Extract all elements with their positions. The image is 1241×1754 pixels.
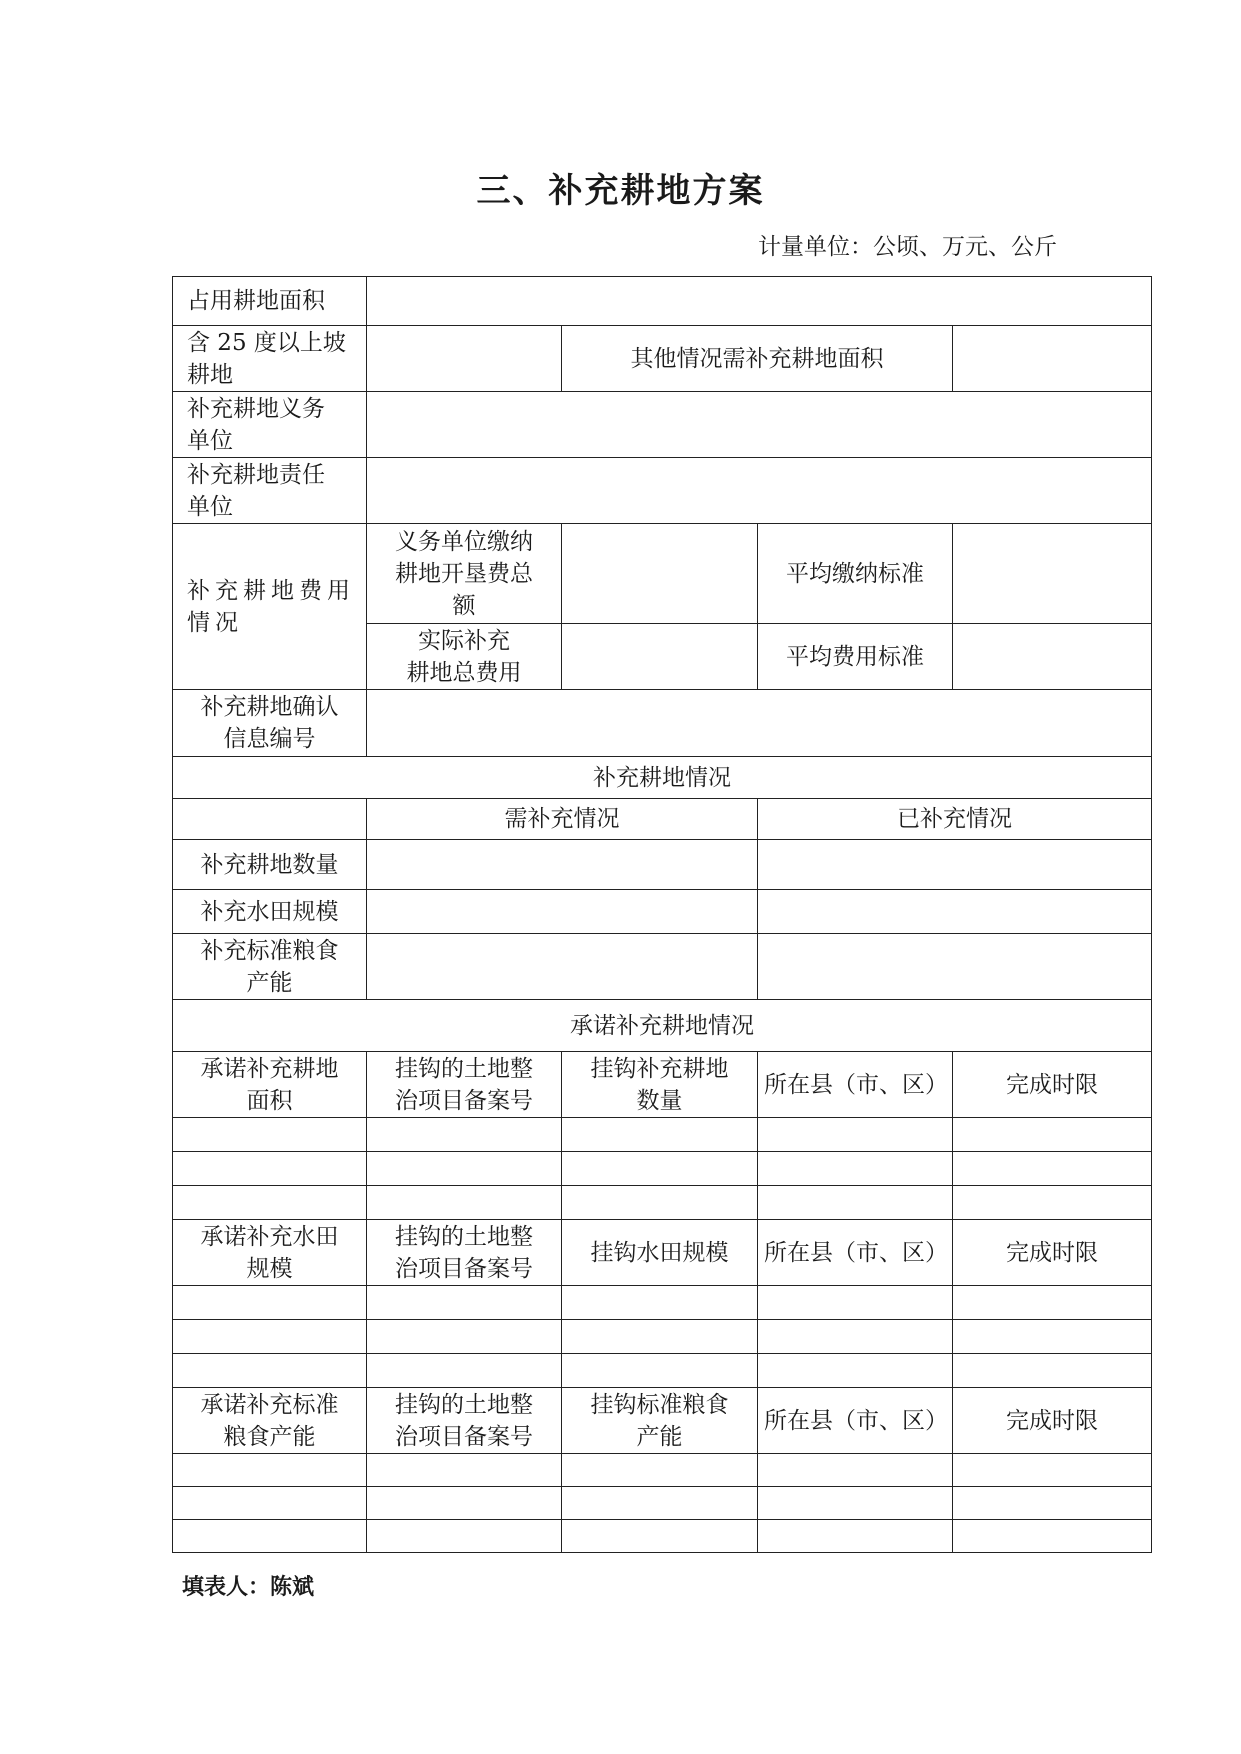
value-avg-cost-std[interactable] bbox=[953, 624, 1152, 690]
cell[interactable] bbox=[758, 1286, 953, 1320]
row-commitment-title bbox=[173, 1000, 1152, 1052]
cell[interactable] bbox=[953, 1520, 1152, 1553]
row-slope bbox=[173, 326, 1152, 392]
cell[interactable] bbox=[367, 1152, 562, 1186]
header-commit-area: 承诺补充耕地 面积 bbox=[173, 1052, 367, 1118]
cell[interactable] bbox=[562, 1320, 758, 1354]
cell[interactable] bbox=[173, 1354, 367, 1388]
table-row bbox=[173, 1286, 1152, 1320]
value-grain-done[interactable] bbox=[758, 934, 1152, 1000]
row-commitment-header-2 bbox=[173, 1220, 1152, 1286]
cell[interactable] bbox=[758, 1118, 953, 1152]
header-project-no: 挂钩的土地整 治项目备案号 bbox=[367, 1052, 562, 1118]
cell[interactable] bbox=[173, 1152, 367, 1186]
cell[interactable] bbox=[758, 1454, 953, 1487]
cell[interactable] bbox=[562, 1354, 758, 1388]
value-actual-total[interactable] bbox=[562, 624, 758, 690]
value-obligation-unit[interactable] bbox=[367, 392, 1152, 458]
cell[interactable] bbox=[367, 1286, 562, 1320]
farmland-plan-table bbox=[172, 276, 1152, 1553]
value-cost-paid-total[interactable] bbox=[562, 524, 758, 624]
table-row bbox=[173, 1118, 1152, 1152]
header-empty bbox=[173, 799, 367, 840]
cell[interactable] bbox=[367, 1487, 562, 1520]
cell[interactable] bbox=[367, 1186, 562, 1220]
cell[interactable] bbox=[562, 1186, 758, 1220]
header-commit-paddy: 承诺补充水田 规模 bbox=[173, 1220, 367, 1286]
header-county: 所在县（市、区） bbox=[758, 1388, 953, 1454]
cell[interactable] bbox=[562, 1487, 758, 1520]
row-supplement-paddy bbox=[173, 890, 1152, 934]
cell[interactable] bbox=[953, 1152, 1152, 1186]
row-obligation-unit bbox=[173, 392, 1152, 458]
value-responsible-unit[interactable] bbox=[367, 458, 1152, 524]
cell[interactable] bbox=[173, 1320, 367, 1354]
unit-note: 计量单位：公顷、万元、公斤 bbox=[758, 234, 1057, 260]
row-supplement-grain bbox=[173, 934, 1152, 1000]
cell[interactable] bbox=[367, 1454, 562, 1487]
cell[interactable] bbox=[173, 1186, 367, 1220]
cell[interactable] bbox=[562, 1454, 758, 1487]
label-obligation-unit: 补充耕地义务 单位 bbox=[173, 392, 367, 458]
row-commitment-header-1 bbox=[173, 1052, 1152, 1118]
cell[interactable] bbox=[953, 1320, 1152, 1354]
label-confirm-no: 补充耕地确认 信息编号 bbox=[173, 690, 367, 757]
cell[interactable] bbox=[173, 1520, 367, 1553]
header-deadline: 完成时限 bbox=[953, 1220, 1152, 1286]
cell[interactable] bbox=[367, 1320, 562, 1354]
header-commit-grain: 承诺补充标准 粮食产能 bbox=[173, 1388, 367, 1454]
header-project-no: 挂钩的土地整 治项目备案号 bbox=[367, 1388, 562, 1454]
header-deadline: 完成时限 bbox=[953, 1388, 1152, 1454]
cell[interactable] bbox=[173, 1118, 367, 1152]
label-cost: 补充耕地费用 情况 bbox=[173, 524, 367, 690]
cell[interactable] bbox=[953, 1354, 1152, 1388]
cell[interactable] bbox=[367, 1118, 562, 1152]
header-linked-grain: 挂钩标准粮食 产能 bbox=[562, 1388, 758, 1454]
cell[interactable] bbox=[562, 1152, 758, 1186]
cell[interactable] bbox=[953, 1286, 1152, 1320]
cell[interactable] bbox=[758, 1152, 953, 1186]
cell[interactable] bbox=[173, 1487, 367, 1520]
value-quantity-done[interactable] bbox=[758, 840, 1152, 890]
label-cost-paid-total: 义务单位缴纳 耕地开垦费总 额 bbox=[367, 524, 562, 624]
header-deadline: 完成时限 bbox=[953, 1052, 1152, 1118]
row-supplement-quantity bbox=[173, 840, 1152, 890]
value-paddy-done[interactable] bbox=[758, 890, 1152, 934]
cell[interactable] bbox=[562, 1118, 758, 1152]
cell[interactable] bbox=[367, 1354, 562, 1388]
table-row bbox=[173, 1354, 1152, 1388]
table-row bbox=[173, 1520, 1152, 1553]
table-row bbox=[173, 1152, 1152, 1186]
value-quantity-need[interactable] bbox=[367, 840, 758, 890]
cell[interactable] bbox=[758, 1354, 953, 1388]
cell[interactable] bbox=[953, 1454, 1152, 1487]
page-title: 三、补充耕地方案 bbox=[476, 171, 765, 211]
header-linked-quantity: 挂钩补充耕地 数量 bbox=[562, 1052, 758, 1118]
value-occupied-area[interactable] bbox=[367, 277, 1152, 326]
label-actual-total: 实际补充 耕地总费用 bbox=[367, 624, 562, 690]
table-row bbox=[173, 1487, 1152, 1520]
value-avg-pay-std[interactable] bbox=[953, 524, 1152, 624]
label-responsible-unit: 补充耕地责任 单位 bbox=[173, 458, 367, 524]
section-supplement-title: 补充耕地情况 bbox=[173, 757, 1152, 799]
table-row bbox=[173, 1454, 1152, 1487]
cell[interactable] bbox=[367, 1520, 562, 1553]
label-avg-pay-std: 平均缴纳标准 bbox=[758, 524, 953, 624]
row-supplement-title bbox=[173, 757, 1152, 799]
value-confirm-no[interactable] bbox=[367, 690, 1152, 757]
label-supplement-quantity: 补充耕地数量 bbox=[173, 840, 367, 890]
label-slope: 含 25 度以上坡 耕地 bbox=[173, 326, 367, 392]
header-linked-paddy: 挂钩水田规模 bbox=[562, 1220, 758, 1286]
row-cost-1 bbox=[173, 524, 1152, 624]
table-row bbox=[173, 1320, 1152, 1354]
header-project-no: 挂钩的土地整 治项目备案号 bbox=[367, 1220, 562, 1286]
section-commitment-title: 承诺补充耕地情况 bbox=[173, 1000, 1152, 1052]
row-responsible-unit bbox=[173, 458, 1152, 524]
value-other-need[interactable] bbox=[953, 326, 1152, 392]
header-county: 所在县（市、区） bbox=[758, 1220, 953, 1286]
row-supplement-header bbox=[173, 799, 1152, 840]
cell[interactable] bbox=[953, 1118, 1152, 1152]
cell[interactable] bbox=[758, 1487, 953, 1520]
table-row bbox=[173, 1186, 1152, 1220]
cell[interactable] bbox=[562, 1286, 758, 1320]
cell[interactable] bbox=[173, 1286, 367, 1320]
row-confirm-no bbox=[173, 690, 1152, 757]
label-supplement-paddy: 补充水田规模 bbox=[173, 890, 367, 934]
cell[interactable] bbox=[758, 1520, 953, 1553]
cell[interactable] bbox=[758, 1186, 953, 1220]
header-county: 所在县（市、区） bbox=[758, 1052, 953, 1118]
header-need: 需补充情况 bbox=[367, 799, 758, 840]
cell[interactable] bbox=[953, 1487, 1152, 1520]
label-occupied-area: 占用耕地面积 bbox=[173, 277, 367, 326]
cell[interactable] bbox=[758, 1320, 953, 1354]
row-occupied-area bbox=[173, 277, 1152, 326]
label-avg-cost-std: 平均费用标准 bbox=[758, 624, 953, 690]
label-supplement-grain: 补充标准粮食 产能 bbox=[173, 934, 367, 1000]
row-commitment-header-3 bbox=[173, 1388, 1152, 1454]
cell[interactable] bbox=[173, 1454, 367, 1487]
label-other-need: 其他情况需补充耕地面积 bbox=[562, 326, 953, 392]
value-paddy-need[interactable] bbox=[367, 890, 758, 934]
value-grain-need[interactable] bbox=[367, 934, 758, 1000]
filler-label: 填表人：陈斌 bbox=[182, 1574, 315, 1600]
header-done: 已补充情况 bbox=[758, 799, 1152, 840]
cell[interactable] bbox=[953, 1186, 1152, 1220]
cell[interactable] bbox=[562, 1520, 758, 1553]
value-slope[interactable] bbox=[367, 326, 562, 392]
